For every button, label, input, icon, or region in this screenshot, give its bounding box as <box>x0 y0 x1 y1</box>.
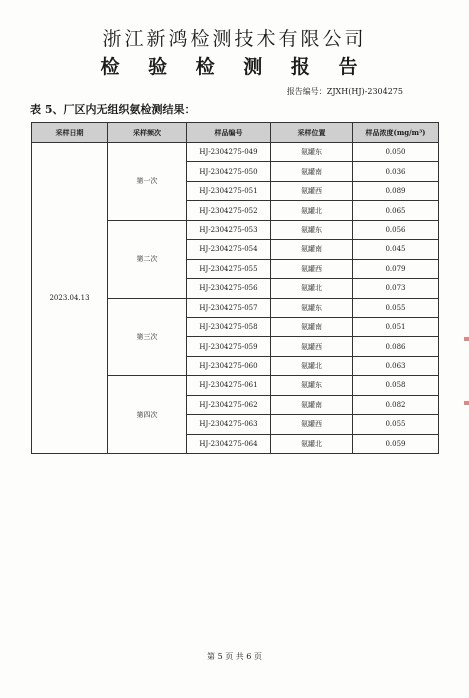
sampling-location-cell: 氨罐西 <box>271 259 353 278</box>
concentration-cell: 0.058 <box>353 376 439 395</box>
concentration-cell: 0.059 <box>353 434 439 453</box>
concentration-cell: 0.079 <box>353 259 439 278</box>
header-sampling-location: 采样位置 <box>271 123 353 143</box>
sample-id-cell: HJ-2304275-050 <box>187 162 271 181</box>
sampling-frequency-cell: 第三次 <box>108 298 187 376</box>
concentration-cell: 0.036 <box>353 162 439 181</box>
sampling-location-cell: 氨罐北 <box>271 356 353 375</box>
header-sample-id: 样品编号 <box>187 123 271 143</box>
sample-id-cell: HJ-2304275-055 <box>187 259 271 278</box>
sample-id-cell: HJ-2304275-060 <box>187 356 271 375</box>
stamp-fragment <box>464 337 469 341</box>
table-header-row <box>32 123 439 143</box>
table-body <box>32 143 439 454</box>
sampling-location-cell: 氨罐东 <box>271 220 353 239</box>
sample-id-cell: HJ-2304275-053 <box>187 220 271 239</box>
concentration-cell: 0.055 <box>353 415 439 434</box>
concentration-cell: 0.065 <box>353 201 439 220</box>
table-caption: 表 5、厂区内无组织氨检测结果： <box>30 103 196 116</box>
sampling-location-cell: 氨罐南 <box>271 317 353 336</box>
concentration-cell: 0.073 <box>353 279 439 298</box>
document-title: 检 验 检 测 报 告 <box>100 56 369 78</box>
sample-id-cell: HJ-2304275-058 <box>187 317 271 336</box>
sample-id-cell: HJ-2304275-049 <box>187 143 271 162</box>
sampling-frequency-cell: 第二次 <box>108 220 187 298</box>
report-number: 报告编号：ZJXH(HJ)-2304275 <box>286 87 403 96</box>
concentration-cell: 0.086 <box>353 337 439 356</box>
sample-id-cell: HJ-2304275-052 <box>187 201 271 220</box>
header-sampling-frequency: 采样频次 <box>108 123 187 143</box>
sampling-location-cell: 氨罐西 <box>271 337 353 356</box>
sampling-location-cell: 氨罐北 <box>271 279 353 298</box>
sampling-location-cell: 氨罐南 <box>271 395 353 414</box>
sample-id-cell: HJ-2304275-056 <box>187 279 271 298</box>
sample-id-cell: HJ-2304275-051 <box>187 181 271 200</box>
sampling-location-cell: 氨罐北 <box>271 201 353 220</box>
sampling-location-cell: 氨罐南 <box>271 162 353 181</box>
page-number: 第 5 页 共 6 页 <box>207 652 262 661</box>
concentration-cell: 0.045 <box>353 240 439 259</box>
sampling-location-cell: 氨罐南 <box>271 240 353 259</box>
table-row <box>32 143 439 162</box>
concentration-cell: 0.063 <box>353 356 439 375</box>
sampling-location-cell: 氨罐东 <box>271 143 353 162</box>
sampling-location-cell: 氨罐西 <box>271 415 353 434</box>
sampling-location-cell: 氨罐西 <box>271 181 353 200</box>
sampling-frequency-cell: 第四次 <box>108 376 187 454</box>
sample-id-cell: HJ-2304275-064 <box>187 434 271 453</box>
company-name: 浙江新鸿检测技术有限公司 <box>102 28 367 50</box>
sample-id-cell: HJ-2304275-062 <box>187 395 271 414</box>
concentration-cell: 0.056 <box>353 220 439 239</box>
header-sampling-date: 采样日期 <box>32 123 108 143</box>
concentration-cell: 0.082 <box>353 395 439 414</box>
sampling-location-cell: 氨罐北 <box>271 434 353 453</box>
results-table <box>31 122 439 454</box>
sample-id-cell: HJ-2304275-063 <box>187 415 271 434</box>
sampling-date-cell: 2023.04.13 <box>32 143 108 454</box>
sampling-frequency-cell: 第一次 <box>108 143 187 221</box>
sample-id-cell: HJ-2304275-054 <box>187 240 271 259</box>
concentration-cell: 0.051 <box>353 317 439 336</box>
stamp-fragment <box>464 401 469 405</box>
sample-id-cell: HJ-2304275-061 <box>187 376 271 395</box>
sampling-location-cell: 氨罐东 <box>271 376 353 395</box>
sample-id-cell: HJ-2304275-059 <box>187 337 271 356</box>
sample-id-cell: HJ-2304275-057 <box>187 298 271 317</box>
concentration-cell: 0.055 <box>353 298 439 317</box>
concentration-cell: 0.089 <box>353 181 439 200</box>
sampling-location-cell: 氨罐东 <box>271 298 353 317</box>
header-concentration: 样品浓度(mg/m³) <box>353 123 439 143</box>
concentration-cell: 0.050 <box>353 143 439 162</box>
